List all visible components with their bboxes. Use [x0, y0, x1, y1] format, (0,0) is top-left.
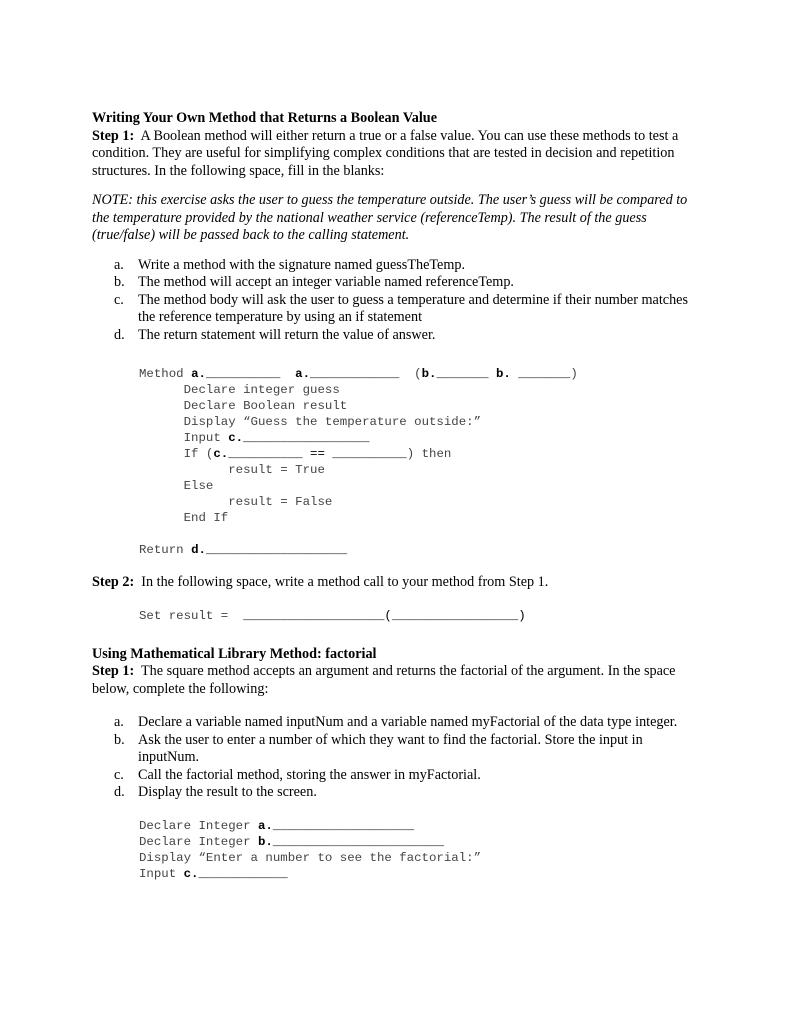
list-marker: c. — [114, 291, 124, 308]
list-text: The method will accept an integer variable named referenceTemp. — [138, 274, 514, 290]
list-item — [92, 274, 702, 292]
list-item — [92, 732, 702, 767]
list-item — [92, 327, 702, 345]
section1-step1 — [92, 128, 702, 181]
step-label: Step 1: — [92, 127, 135, 144]
list-marker: a. — [114, 256, 124, 273]
list-marker: b. — [114, 731, 125, 748]
note-paragraph: NOTE: this exercise asks the user to guess the temperature outside. The user’s guess will be compared to the temperature provided by the national weather service (referenceTemp). The result of the guess (true/false) will be passed back to the calling statement. — [92, 192, 688, 243]
step-label: Step 1: — [92, 663, 135, 679]
list-text: Write a method with the signature named guessTheTemp. — [138, 256, 466, 273]
list-item — [92, 292, 702, 327]
list-marker: a. — [114, 714, 124, 730]
section1-step2 — [92, 574, 702, 592]
step-text: A Boolean method will either return a true or a false value. You can use these methods to test a condition. They are useful for simplifying complex conditions that are tested in decision and repetition structures. In the following space, fill in the blanks: — [92, 127, 679, 179]
section1-instructions-list — [92, 257, 702, 345]
list-text: The return statement will return the value of answer. — [138, 326, 436, 343]
method-code-block: Method a.__________ a.____________ (b._______ b. _______) Declare integer guess Declare Boolean result Display “Guess the temperature outside:” Input c._________________ If (c.__________ == __________) then result = True Else result = False End If Return d.___________________ — [139, 367, 578, 557]
section1-title: Writing Your Own Method that Returns a Boolean Value — [92, 110, 437, 126]
list-marker: d. — [114, 784, 125, 800]
list-text: Call the factorial method, storing the answer in myFactorial. — [138, 766, 481, 783]
list-marker: b. — [114, 274, 125, 290]
section2-step1 — [92, 663, 702, 698]
step-text: The square method accepts an argument and returns the factorial of the argument. In the space below, complete the following: — [92, 663, 676, 697]
section2-instructions-list — [92, 714, 702, 802]
list-item — [92, 714, 702, 732]
step-label: Step 2: — [92, 574, 135, 590]
method-call-code: Set result = ___________________(_________________) — [139, 608, 526, 623]
factorial-code-block: Declare Integer a.___________________ Declare Integer b._______________________ Display “Enter a number to see the factorial:” Input c.____________ — [139, 818, 482, 881]
list-text: The method body will ask the user to guess a temperature and determine if their number matches the reference temperature by using an if statement — [138, 291, 688, 325]
section2-title: Using Mathematical Library Method: factorial — [92, 645, 377, 662]
list-marker: d. — [114, 326, 125, 343]
list-text: Declare a variable named inputNum and a variable named myFactorial of the data type integer. — [138, 714, 678, 730]
worksheet-page — [92, 110, 702, 882]
list-marker: c. — [114, 766, 124, 783]
list-item — [92, 767, 702, 785]
list-item — [92, 784, 702, 802]
list-text: Ask the user to enter a number of which they want to find the factorial. Store the input in inputNum. — [138, 731, 643, 765]
list-text: Display the result to the screen. — [138, 784, 317, 800]
step-text: In the following space, write a method call to your method from Step 1. — [141, 574, 549, 590]
list-item — [92, 257, 702, 275]
